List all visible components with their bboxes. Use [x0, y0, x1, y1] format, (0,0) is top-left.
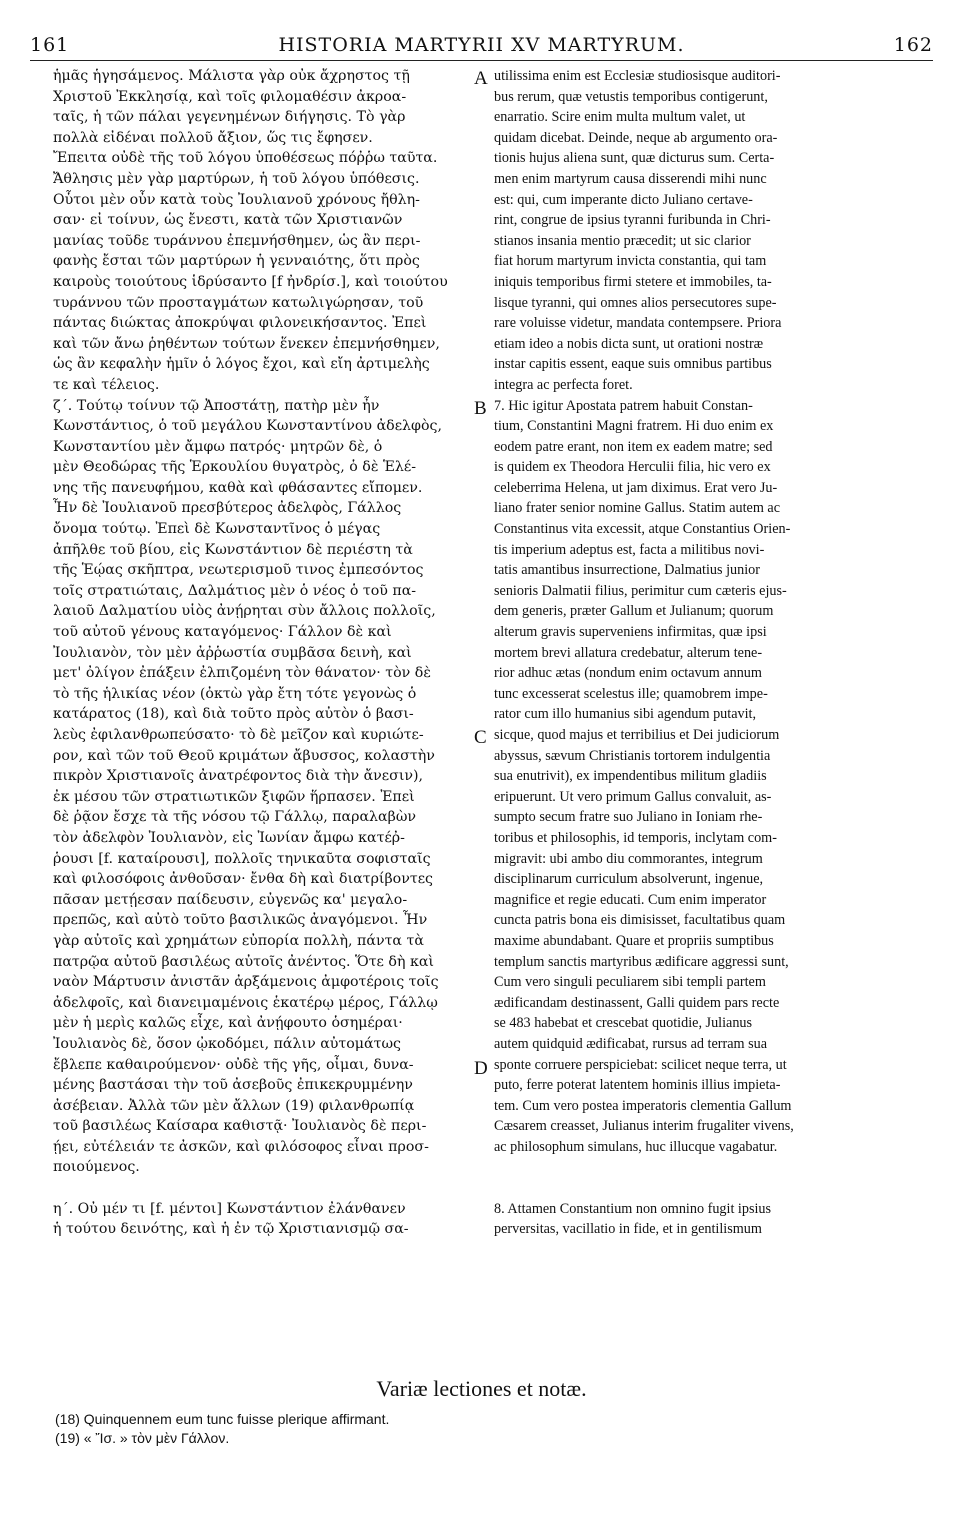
latin-text-line: fiat horum martyrum invicta constantia, qui tam	[494, 253, 767, 270]
greek-text-line	[53, 1178, 473, 1199]
page-number-right: 162	[893, 34, 933, 56]
latin-text-line: rare voluisse videtur, mandata contempsere. Priora	[494, 315, 782, 332]
latin-text-line: Constantinus vita excessit, atque Constantius Orien-	[494, 521, 791, 538]
latin-text-line: toribus et philosophis, id temporis, inclytam com-	[494, 829, 777, 846]
latin-text-line: sicque, quod majus et terribilius et Dei judiciorum	[494, 727, 780, 743]
greek-text-line: ζ΄. Τούτῳ τοίνυν τῷ Ἀποστάτῃ, πατὴρ μὲν ἦν	[53, 397, 380, 414]
greek-text-line: η΄. Οὐ μέν τι [f. μέντοι] Κωνστάντιον ἐλάνθανεν	[53, 1200, 406, 1217]
greek-text-line: ῄει, εὐτέλειάν τε ἀσκῶν, καὶ φιλόσοφος εἶναι προσ-	[53, 1138, 429, 1155]
latin-text-line: rator cum illo humanius sibi agendum putavit,	[494, 706, 757, 723]
greek-text-line: ἀσέβειαν. Ἀλλὰ τῶν μὲν ἄλλων (19) φιλανθρωπίᾳ	[53, 1097, 415, 1114]
latin-text-line: liano frater senior nomine Gallus. Statim autem ac	[494, 500, 781, 517]
greek-text-line: τυράννου τῶν προσταγμάτων κατωλιγώρησαν, τοῦ	[53, 294, 424, 311]
latin-text-line: senioris Dalmatii filius, perimitur cum cæteris ejus-	[494, 582, 787, 599]
footnote-19: (19) « Ἴσ. » τὸν μὲν Γάλλον.	[55, 1430, 230, 1446]
latin-text-line: alterum gravis superveniens infirmitas, quæ ipsi	[494, 624, 767, 641]
latin-text-line: utilissima enim est Ecclesiæ studiosisque auditori-	[494, 68, 781, 84]
greek-text-line: μανίας τοῦδε τυράννου ἐπεμνήσθημεν, ὡς ἂν περι-	[53, 232, 421, 249]
greek-text-line: Οὗτοι μὲν οὖν κατὰ τοὺς Ἰουλιανοῦ χρόνους ἤθλη-	[53, 191, 420, 208]
latin-text-line: migravit: ubi ambo diu commorantes, integrum	[494, 850, 763, 867]
latin-text-line: sua enutrivit), ex impendentibus militum gladiis	[494, 768, 767, 785]
greek-text-line: Ἄθλησις μὲν γὰρ μαρτύρων, ἡ τοῦ λόγου ὑπόθεσις.	[53, 170, 420, 187]
greek-text-line: Ἰουλιανὸν, τὸν μὲν ἀῤῥωστία συμβᾶσα δεινὴ, καὶ	[53, 644, 412, 661]
greek-text-line: πολλὰ εἰδέναι πολλοῦ ἄξιον, ὥς τις ἔφησεν.	[53, 129, 373, 146]
latin-text-line: lisque tyranni, qui omnes alios persecutores supe-	[494, 294, 777, 311]
latin-text-line: enarratio. Scire enim multa multum valet, ut	[494, 109, 746, 126]
greek-text-line: Ἦν δὲ Ἰουλιανοῦ πρεσβύτερος ἀδελφὸς, Γάλλος	[53, 500, 402, 517]
greek-text-line: ἔβλεπε καθαιρούμενον· οὐδὲ τῆς γῆς, οἶμαι, δυνα-	[53, 1056, 414, 1073]
latin-text-line: puto, ferre poterat latentem hominis illius impieta-	[494, 1077, 781, 1094]
greek-text-line: ῥουσι [f. καταίρουσι], πολλοῖς τηνικαῦτα σοφισταῖς	[53, 850, 431, 867]
greek-text-line: μὲν Θεοδώρας τῆς Ἑρκουλίου θυγατρὸς, ὁ δὲ Ἑλέ-	[53, 459, 417, 476]
greek-text-line: λαιοῦ Δαλματίου υἱὸς ἀνῄρηται σὺν ἄλλοις πολλοῖς,	[53, 603, 436, 620]
latin-text-line: tatis amantibus insurrectione, Dalmatius junior	[494, 562, 760, 579]
greek-text-line: ἀδελφοῖς, καὶ διανειμαμένοις ἑκατέρῳ μέρος, Γάλλῳ	[53, 994, 438, 1011]
latin-text-line: rior adhuc ætas (nondum enim octavum annum	[494, 665, 762, 682]
latin-text-line: men enim martyrum causa disserendi mihi nunc	[494, 170, 767, 187]
latin-text-line	[494, 1178, 934, 1199]
latin-text-line: stianos insania mentio præcedit; ut sic clarior	[494, 232, 751, 249]
greek-text-line: πάντας διώκτας ἀποκρύψαι φιλονεικήσαντος. Ἐπεὶ	[53, 315, 427, 332]
latin-text-line	[494, 1157, 934, 1178]
margin-marker-a: A	[474, 68, 488, 89]
latin-text-line: dem generis, præter Gallum et Julianum; quorum	[494, 603, 774, 620]
greek-text-line: Ἔπειτα οὐδὲ τῆς τοῦ λόγου ὑποθέσεως πόῤῥω ταῦτα.	[53, 150, 438, 167]
page-number-left: 161	[30, 34, 70, 56]
latin-text-line: bus rerum, quæ vetustis temporibus contigerunt,	[494, 88, 768, 105]
latin-text-line: tem. Cum vero postea imperatoris clementia Gallum	[494, 1097, 792, 1114]
greek-text-line: ἡμᾶς ἡγησάμενος. Μάλιστα γὰρ οὐκ ἄχρηστος τῇ	[53, 68, 410, 84]
greek-text-line: μένης βαστάσαι τὴν τοῦ ἀσεβοῦς ἐπικεκρυμμένην	[53, 1077, 413, 1094]
greek-text-line: τὸ τῆς ἡλικίας νέον (ὀκτὼ γὰρ ἔτη τότε γεγονὼς ὁ	[53, 685, 417, 702]
margin-marker-c: C	[474, 727, 487, 748]
latin-text-line: disciplinarum curriculum absolverunt, ingenue,	[494, 871, 764, 888]
latin-text-line: magnifice et regie educati. Cum enim imperator	[494, 891, 767, 908]
greek-text-line: τε καὶ τέλειος.	[53, 376, 160, 393]
page-header	[30, 34, 933, 62]
greek-text-line: λεὺς ἐφιλανθρωπεύσατο· τὸ δὲ μεῖζον καὶ κυριώτε-	[53, 727, 424, 743]
latin-text-line: is quidem ex Theodora Herculii filia, hic vero ex	[494, 459, 771, 476]
greek-text-line: τοῦ βασιλέως Καίσαρα καθιστᾷ· Ἰουλιανὸς δὲ περι-	[53, 1118, 427, 1135]
latin-text-line: se 483 habebat et crescebat quotidie, Julianus	[494, 1015, 753, 1032]
latin-text-line: Cæsarem creasset, Julianus interim frugaliter vivens,	[494, 1118, 794, 1135]
greek-text-line: γὰρ αὐτοῖς καὶ χρημάτων εὐπορία πολλὴ, πάντα τὰ	[53, 932, 424, 949]
greek-text-line: ὄνομα τούτῳ. Ἐπεὶ δὲ Κωνσταντῖνος ὁ μέγας	[53, 521, 381, 538]
latin-text-line: cuncta patris bona eis dimisisset, facultatibus quam	[494, 912, 786, 929]
greek-text-line: ναὸν Μάρτυσιν ἀνιστᾶν ἀρξάμενοις ἀμφοτέροις τοῖς	[53, 974, 439, 991]
latin-text-line: rint, congrue de ipsius tyranni furibunda in Chri-	[494, 212, 771, 229]
greek-text-line: τὸν ἀδελφὸν Ἰουλιανὸν, εἰς Ἰωνίαν ἄμφω κατέῤ-	[53, 829, 405, 846]
greek-text-line: Κωνσταντίου μὲν ἄμφω πατρός· μητρῶν δὲ, ὁ	[53, 438, 383, 455]
greek-text-line: Κωνστάντιος, ὁ τοῦ μεγάλου Κωνσταντίνου ἀδελφὸς,	[53, 418, 442, 435]
latin-text-line: 7. Hic igitur Apostata patrem habuit Constan-	[494, 397, 753, 414]
latin-text-line: instar capitis essent, eaque suis omnibus partibus	[494, 356, 772, 373]
latin-text-line: maxime abundabant. Quare et propriis sumptibus	[494, 932, 774, 949]
latin-text-line: quidam dicebat. Deinde, neque ab argumento ora-	[494, 129, 778, 146]
latin-text-line: templum sanctis martyribus ædificare aggressi sunt,	[494, 953, 789, 970]
latin-text-line: iniquis temporibus firmi stetere et immobiles, ta-	[494, 273, 772, 290]
latin-text-line: tium, Constantini Magni fratrem. Hi duo enim ex	[494, 418, 774, 435]
greek-text-line: ρον, καὶ τῶν τοῦ Θεοῦ κριμάτων ἄβυσσος, κολαστὴν	[53, 747, 435, 764]
latin-text-line: tis imperium adeptus est, facta a militibus novi-	[494, 541, 765, 558]
footnote-18: (18) Quinquennem eum tunc fuisse plerique affirmant.	[55, 1411, 390, 1427]
greek-text-line: καιροὺς τοιούτους ἱδρύσαντο [f ἠνδρίσ.], καὶ τοιούτου	[53, 273, 448, 290]
latin-text-line: eodem patre erant, non item ex eadem matre; sed	[494, 438, 773, 455]
latin-text-line: sponte corruere perspiciebat: scilicet neque terra, ut	[494, 1056, 787, 1073]
latin-text-line: mortem brevi allatura credebatur, alterum tene-	[494, 644, 763, 661]
latin-text-line: tunc excesserat scelestus ille; quamobrem impe-	[494, 685, 768, 702]
latin-text-line: abyssus, sævum Christianis tortorem indulgentia	[494, 747, 771, 764]
header-rule	[30, 60, 933, 61]
greek-text-line: πατρῷα αὐτοῦ βασιλέως αὐτοῖς ἀνέντος. Ὅτε δὴ καὶ	[53, 953, 434, 970]
greek-text-line: μὲν ἡ μερὶς καλῶς εἶχε, καὶ ἀνῄφουτο ὁσημέραι·	[53, 1015, 403, 1032]
greek-text-line: Ἰουλιανὸς δὲ, ὅσον ᾠκοδόμει, πάλιν αὐτομάτως	[53, 1035, 401, 1052]
greek-text-line: κατάρατος (18), καὶ διὰ τοῦτο πρὸς αὐτὸν ὁ βασι-	[53, 706, 414, 723]
greek-text-line: ποιούμενος.	[53, 1159, 140, 1176]
greek-text-line: καὶ τῶν ἄνω ῥηθέντων τούτων ἕνεκεν ἐπεμνήσθημεν,	[53, 335, 440, 352]
footnotes	[55, 1410, 389, 1448]
latin-text-line: celeberrima Helena, ut jam diximus. Erat vero Ju-	[494, 479, 778, 496]
latin-text-line: est: qui, cum imperante dicto Juliano certave-	[494, 191, 753, 208]
latin-text-line: Cum vero singuli peculiarem sibi templi partem	[494, 974, 766, 991]
greek-text-line: ἀπῆλθε τοῦ βίου, εἰς Κωνστάντιον δὲ περιέστη τὰ	[53, 541, 413, 558]
greek-text-line: τοῖς στρατιώταις, Δαλμάτιος μὲν ὁ νέος ὁ τοῦ πα-	[53, 582, 417, 599]
latin-text-line: 8. Attamen Constantium non omnino fugit ipsius	[494, 1200, 772, 1217]
greek-text-line: καὶ φιλοσόφοις ἀνθοῦσαν· ἔνθα δὴ καὶ διατρίβοντες	[53, 871, 433, 888]
latin-text-line: ac philosophum simulans, huc illucque vagabatur.	[494, 1138, 778, 1155]
latin-text-line: ædificandam destinassent, Galli quidem pars recte	[494, 994, 780, 1011]
greek-text-line: ἡ τούτου δεινότης, καὶ ἡ ἐν τῷ Χριστιανισμῷ σα-	[53, 1221, 409, 1238]
margin-marker-d: D	[474, 1058, 488, 1079]
greek-text-line: ταῖς, ἡ τῶν πάλαι γεγενημένων διήγησις. Τὸ γὰρ	[53, 109, 406, 126]
greek-text-line: ἐκ μέσου τῶν στρατιωτικῶν ξιφῶν ἥρπασεν. Ἐπεὶ	[53, 788, 415, 805]
latin-text-line: integra ac perfecta foret.	[494, 376, 633, 393]
greek-text-line: ὡς ἂν κεφαλὴν ἡμῖν ὁ λόγος ἔχοι, καὶ εἴη ἀρτιμελὴς	[53, 356, 430, 373]
greek-text-line: σαν· εἰ τοίνυν, ὡς ἔνεστι, κατὰ τῶν Χριστιανῶν	[53, 212, 403, 229]
greek-text-line: μετ' ὀλίγον ἐπάξειν ἐλπιζομένη τὸν θάνατον· τὸν δὲ	[53, 665, 431, 682]
latin-column	[494, 66, 934, 1240]
running-title: HISTORIA MARTYRII XV MARTYRUM.	[278, 34, 685, 56]
greek-text-line: πᾶσαν μετῄεσαν παίδευσιν, εὐγενῶς κα' μεγαλο-	[53, 891, 408, 908]
notes-title: Variæ lectiones et notæ.	[376, 1376, 587, 1401]
margin-marker-b: B	[474, 398, 487, 419]
greek-text-line: νης τῆς πανευφήμου, καθὰ καὶ φθάσαντες εἴπομεν.	[53, 479, 423, 496]
greek-text-line: πρεπῶς, καὶ αὐτὸ τοῦτο βασιλικῶς ἀναγόμενοι. Ἦν	[53, 912, 428, 929]
greek-text-line: πικρὸν Χριστιανοῖς ἀνατρέφοντος διὰ τὴν ἄνεσιν),	[53, 768, 424, 785]
latin-text-line: sumpto secum fratre suo Juliano in Ioniam rhe-	[494, 809, 763, 826]
greek-text-line: Χριστοῦ Ἐκκλησίᾳ, καὶ τοῖς φιλομαθέσιν ἀκροα-	[53, 88, 407, 105]
latin-text-line: eripuerunt. Ut vero primum Gallus convaluit, as-	[494, 788, 772, 805]
latin-text-line: perversitas, vacillatio in fide, et in gentilismum	[494, 1221, 762, 1238]
latin-text-line: autem quidquid ædificabat, rursus ad terram sua	[494, 1035, 768, 1052]
greek-column	[53, 66, 473, 1240]
greek-text-line: τῆς Ἑῴας σκῆπτρα, νεωτερισμοῦ τινος ἐμπεσόντος	[53, 562, 424, 579]
greek-text-line: φανὴς ἔσται τῶν μαρτύρων ἡ γενναιότης, ὅτι πρὸς	[53, 253, 420, 270]
latin-text-line: etiam ideo a nobis dicta sunt, ut orationi nostræ	[494, 335, 764, 352]
greek-text-line: τοῦ αὐτοῦ γένους καταγόμενος· Γάλλον δὲ καὶ	[53, 624, 392, 641]
latin-text-line: tionis hujus aliena sunt, quæ dicturus sum. Certa-	[494, 150, 775, 167]
greek-text-line: δὲ ῥᾷον ἔσχε τὰ τῆς νόσου τῷ Γάλλῳ, παραλαβὼν	[53, 809, 417, 826]
